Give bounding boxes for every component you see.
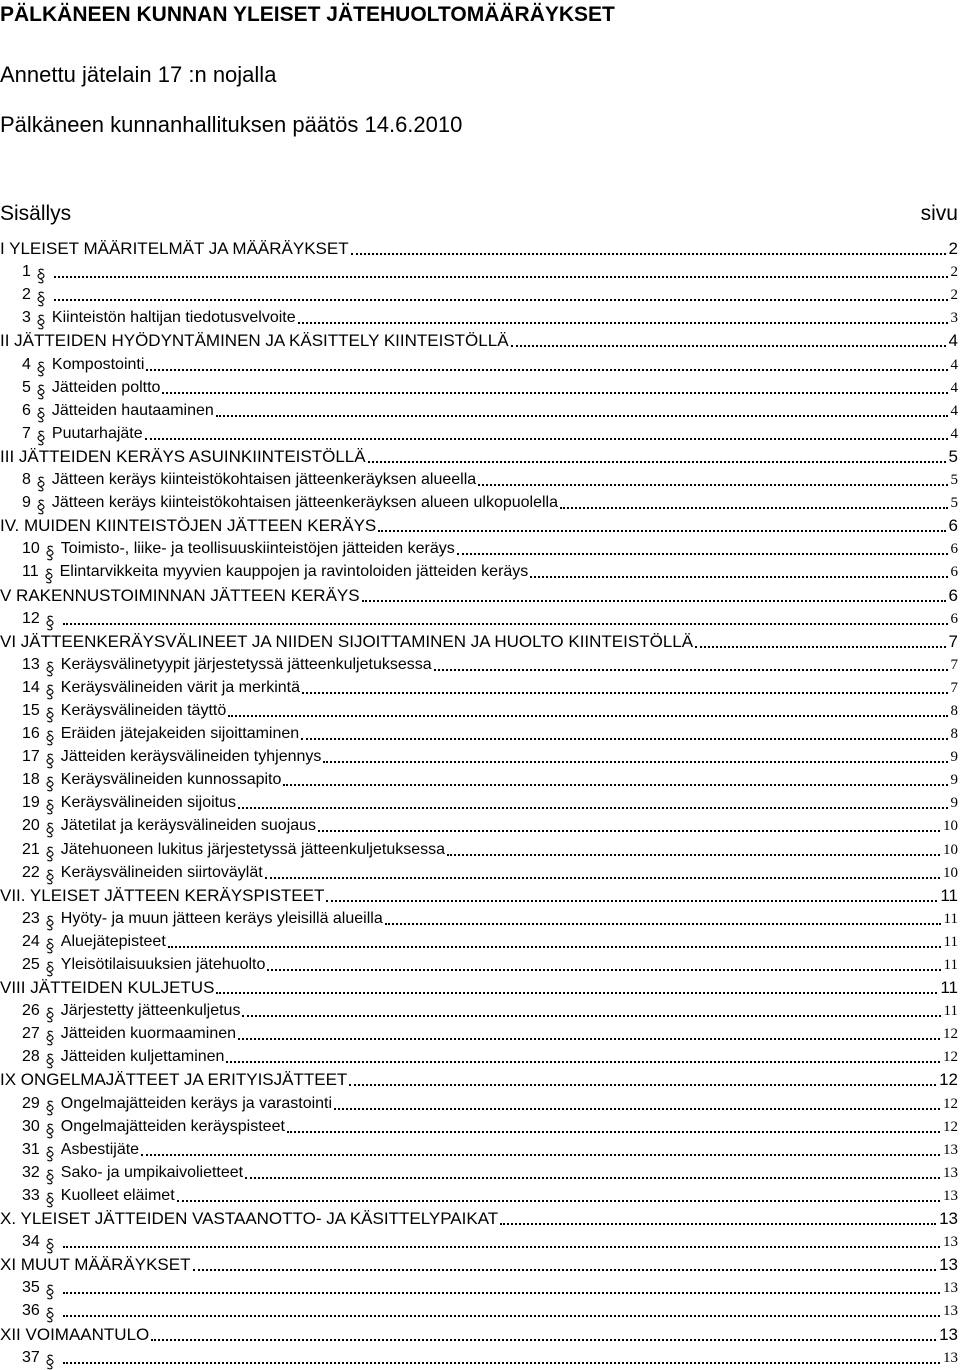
dot-leader: [302, 678, 947, 698]
section-sign-icon: [45, 799, 55, 815]
section-sign-icon: [36, 268, 46, 284]
toc-page-number: 11: [943, 1003, 958, 1020]
toc-entry-label: Jätteiden keräysvälineiden tyhjennys: [60, 748, 322, 766]
toc-entry-row[interactable]: [0, 490, 958, 513]
dot-leader: [63, 609, 948, 629]
dot-leader: [530, 562, 947, 582]
toc-entry-row[interactable]: [0, 536, 958, 559]
section-sign-icon: [36, 314, 46, 330]
dot-leader: [63, 1301, 940, 1321]
toc-entry-row[interactable]: [0, 1160, 958, 1183]
toc-page-number: 7: [948, 631, 958, 651]
toc-entry-number: 20: [22, 817, 40, 835]
dot-leader: [63, 1278, 940, 1298]
toc-page-number: 6: [948, 585, 958, 605]
dot-leader: [301, 724, 947, 744]
section-sign-icon: [45, 661, 55, 677]
toc-entry-label: Jätteiden hautaaminen: [51, 401, 214, 419]
section-sign-icon: [45, 684, 55, 700]
toc-entry-label: Sako- ja umpikaivolietteet: [60, 1163, 244, 1181]
toc-page-number: 5: [948, 446, 958, 466]
toc-entry-number: 31: [22, 1140, 40, 1158]
toc-page-number: 4: [950, 379, 958, 396]
toc-entry-number: 27: [22, 1025, 40, 1043]
toc-entry-number: 37: [22, 1348, 40, 1366]
dot-leader: [265, 863, 940, 883]
toc-entry-label: VIII JÄTTEIDEN KULJETUS: [0, 978, 215, 998]
toc-entry-number: 26: [22, 1002, 40, 1020]
dot-leader: [162, 378, 947, 398]
toc-entry-number: 32: [22, 1163, 40, 1181]
section-sign-icon: [45, 730, 55, 746]
dot-leader: [560, 493, 948, 513]
toc-section-row[interactable]: [0, 1321, 958, 1344]
toc-page-number: 11: [943, 957, 958, 973]
toc-entry-row[interactable]: [0, 860, 958, 883]
toc-entry-row[interactable]: [0, 282, 958, 305]
section-sign-icon: [36, 384, 46, 400]
section-sign-icon: [45, 1053, 55, 1069]
section-sign-icon: [45, 869, 55, 885]
toc-section-row[interactable]: [0, 444, 958, 467]
toc-page-number: 12: [943, 1026, 958, 1043]
toc-entry-number: 21: [22, 840, 40, 858]
toc-page-number: 8: [950, 702, 958, 719]
toc-page-number: 11: [943, 910, 958, 927]
section-sign-icon: [45, 707, 55, 723]
section-sign-icon: [45, 1100, 55, 1116]
toc-entry-row[interactable]: [0, 790, 958, 813]
dot-leader: [141, 1140, 940, 1160]
section-sign-icon: [36, 430, 46, 446]
toc-page-number: 2: [948, 239, 958, 259]
dot-leader: [54, 262, 948, 282]
dot-leader: [63, 1232, 940, 1252]
dot-leader: [695, 632, 945, 652]
dot-leader: [385, 909, 941, 929]
dot-leader: [298, 308, 948, 328]
dot-leader: [267, 955, 940, 975]
toc-entry-row[interactable]: [0, 675, 958, 698]
toc-entry-number: 18: [22, 771, 40, 789]
toc-page-number: 13: [939, 1324, 958, 1344]
dot-leader: [151, 1325, 936, 1345]
dot-leader: [434, 655, 948, 675]
dot-leader: [193, 1255, 937, 1275]
toc-entry-number: 30: [22, 1117, 40, 1135]
dot-leader: [54, 285, 948, 305]
toc-entry-label: IX ONGELMAJÄTTEET JA ERITYISJÄTTEET: [0, 1070, 348, 1090]
toc-entry-row[interactable]: [0, 351, 958, 374]
toc-entry-label: IV. MUIDEN KIINTEISTÖJEN JÄTTEEN KERÄYS: [0, 516, 377, 536]
dot-leader: [283, 770, 947, 790]
toc-entry-number: 36: [22, 1302, 40, 1320]
section-sign-icon: [45, 1007, 55, 1023]
toc-page-number: 13: [943, 1164, 958, 1181]
toc-entry-number: 22: [22, 863, 40, 881]
dot-leader: [287, 1117, 940, 1137]
toc-entry-row[interactable]: [0, 1345, 958, 1368]
toc-page-number: 3: [950, 310, 958, 327]
toc-page-number: 13: [939, 1255, 958, 1275]
toc-entry-number: 10: [22, 540, 40, 558]
toc-entry-label: Jätteen keräys kiinteistökohtaisen jätteenkeräyksen alueella: [51, 471, 477, 489]
toc-page-number: 12: [943, 1118, 958, 1135]
toc-entry-label: Keräysvälineiden sijoitus: [60, 794, 236, 812]
toc-entry-label: Jätteiden kuljettaminen: [60, 1048, 225, 1066]
toc-entry-row[interactable]: [0, 305, 958, 328]
toc-entry-label: V RAKENNUSTOIMINNAN JÄTTEEN KERÄYS: [0, 585, 360, 605]
toc-entry-row[interactable]: [0, 1044, 958, 1067]
toc-entry-label: Yleisötilaisuuksien jätehuolto: [60, 956, 266, 973]
section-sign-icon: [45, 1307, 55, 1323]
dot-leader: [216, 401, 948, 421]
dot-leader: [478, 470, 947, 490]
toc-page-number: 7: [950, 679, 958, 696]
toc-entry-label: I YLEISET MÄÄRITELMÄT JA MÄÄRÄYKSET: [0, 239, 349, 259]
toc-entry-label: Keräysvälinetyypit järjestetyssä jätteenkuljetuksessa: [60, 655, 432, 673]
toc-entry-label: Eräiden jätejakeiden sijoittaminen: [60, 725, 300, 743]
section-sign-icon: [45, 753, 55, 769]
toc-entry-label: Kuolleet eläimet: [60, 1186, 175, 1204]
toc-section-row[interactable]: [0, 1206, 958, 1229]
toc-entry-number: 4: [22, 355, 31, 373]
toc-page-number: 4: [950, 356, 958, 373]
toc-page-number: 12: [939, 1070, 958, 1090]
toc-entry-number: 34: [22, 1233, 40, 1251]
dot-leader: [226, 1047, 940, 1067]
toc-entry-row[interactable]: [0, 652, 958, 675]
toc-section-row[interactable]: [0, 582, 958, 605]
toc-entry-label: XII VOIMAANTULO: [0, 1324, 150, 1344]
toc-entry-label: Järjestetty jätteenkuljetus: [60, 1002, 241, 1020]
section-sign-icon: [45, 1238, 55, 1254]
toc-header: [0, 199, 958, 229]
toc-page-number: 10: [943, 864, 958, 881]
toc-entry-row[interactable]: [0, 744, 958, 767]
toc-page-number: 8: [950, 726, 958, 743]
dot-leader: [457, 539, 948, 559]
dot-leader: [238, 793, 948, 813]
toc-page-number: 13: [943, 1280, 958, 1297]
toc-entry-row[interactable]: [0, 1137, 958, 1160]
section-sign-icon: [45, 545, 55, 561]
toc-entry-row[interactable]: [0, 1090, 958, 1113]
dot-leader: [500, 1209, 936, 1229]
toc-entry-label: Keräysvälineiden kunnossapito: [60, 771, 282, 789]
toc-page-number: 10: [943, 818, 958, 835]
toc-section-row[interactable]: [0, 883, 958, 906]
toc-page-number: 13: [939, 1209, 958, 1229]
toc-entry-label: Jätteiden kuormaaminen: [60, 1025, 237, 1043]
toc-page-number: 5: [950, 495, 958, 512]
dot-leader: [349, 1070, 936, 1090]
toc-entry-row[interactable]: [0, 1298, 958, 1321]
toc-entry-number: 8: [22, 471, 31, 489]
toc-entry-label: Keräysvälineiden siirtoväylät: [60, 863, 263, 881]
toc-entry-number: 17: [22, 748, 40, 766]
toc-entry-label: Kiinteistön haltijan tiedotusvelvoite: [51, 309, 296, 327]
toc-entry-label: II JÄTTEIDEN HYÖDYNTÄMINEN JA KÄSITTELY KIINTEISTÖLLÄ: [0, 331, 509, 351]
toc-page-number: 13: [943, 1187, 958, 1204]
toc-entry-row[interactable]: [0, 767, 958, 790]
toc-entry-row[interactable]: [0, 375, 958, 398]
toc-section-row[interactable]: [0, 975, 958, 998]
section-sign-icon: [36, 291, 46, 307]
toc-entry-label: Ongelmajätteiden keräys ja varastointi: [60, 1094, 333, 1112]
legal-basis: Annettu jätelain 17 :n nojalla: [0, 62, 277, 87]
dot-leader: [362, 586, 946, 606]
toc-page-number: 4: [950, 425, 958, 442]
toc-section-row[interactable]: [0, 1067, 958, 1090]
toc-entry-row[interactable]: [0, 1229, 958, 1252]
toc-page-number: 4: [950, 402, 958, 419]
toc-page-number: 2: [950, 287, 958, 304]
toc-entry-label: Puutarhajäte: [51, 424, 143, 442]
toc-entry-number: 3: [22, 309, 31, 327]
toc-page-number: 2: [950, 264, 958, 281]
toc-entry-row[interactable]: [0, 813, 958, 836]
section-sign-icon: [45, 1354, 55, 1370]
toc-entry-number: 6: [22, 401, 31, 419]
section-sign-icon: [45, 1123, 55, 1139]
toc-page-number: 12: [943, 1049, 958, 1066]
toc-page-number: 13: [943, 1234, 958, 1251]
section-sign-icon: [45, 776, 55, 792]
toc-entry-label: Jätteen keräys kiinteistökohtaisen jätteenkeräyksen alueen ulkopuolella: [51, 494, 558, 512]
toc-page-number: 7: [950, 656, 958, 673]
dot-leader: [177, 1186, 940, 1206]
toc-entry-number: 24: [22, 932, 40, 950]
toc-entry-label: VI JÄTTEENKERÄYSVÄLINEET JA NIIDEN SIJOITTAMINEN JA HUOLTO KIINTEISTÖLLÄ: [0, 631, 694, 651]
toc-entry-number: 12: [22, 609, 40, 627]
toc-entry-label: Ongelmajätteiden keräyspisteet: [60, 1117, 285, 1135]
document-title: PÄLKÄNEEN KUNNAN YLEISET JÄTEHUOLTOMÄÄRÄYKSET: [0, 3, 615, 26]
toc-entry-row[interactable]: [0, 929, 958, 952]
toc-entry-row[interactable]: [0, 721, 958, 744]
dot-leader: [228, 701, 947, 721]
toc-entry-row[interactable]: [0, 698, 958, 721]
dot-leader: [216, 978, 937, 998]
dot-leader: [242, 1001, 940, 1021]
toc-entry-number: 5: [22, 378, 31, 396]
section-sign-icon: [45, 1146, 55, 1162]
dot-leader: [334, 1094, 940, 1114]
dot-leader: [368, 447, 946, 467]
toc-entry-label: VII. YLEISET JÄTTEEN KERÄYSPISTEET: [0, 885, 325, 905]
toc-entry-number: 19: [22, 794, 40, 812]
section-sign-icon: [45, 822, 55, 838]
dot-leader: [146, 355, 947, 375]
toc-entry-number: 14: [22, 678, 40, 696]
section-sign-icon: [45, 1284, 55, 1300]
toc-entry-number: 33: [22, 1186, 40, 1204]
toc-entry-number: 25: [22, 956, 40, 973]
page-column-heading: sivu: [920, 202, 958, 225]
section-sign-icon: [45, 1192, 55, 1208]
toc-entry-number: 13: [22, 655, 40, 673]
toc-page-number: 9: [950, 772, 958, 789]
dot-leader: [326, 886, 937, 906]
toc-page-number: 9: [950, 795, 958, 812]
dot-leader: [245, 1163, 940, 1183]
toc-page-number: 13: [943, 1349, 958, 1366]
toc-entry-label: III JÄTTEIDEN KERÄYS ASUINKIINTEISTÖLLÄ: [0, 446, 366, 466]
toc-entry-label: X. YLEISET JÄTTEIDEN VASTAANOTTO- JA KÄSITTELYPAIKAT: [0, 1209, 499, 1229]
toc-heading: Sisällys: [0, 202, 72, 225]
dot-leader: [238, 1024, 940, 1044]
toc-entry-number: 15: [22, 701, 40, 719]
toc-page-number: 13: [943, 1303, 958, 1320]
section-sign-icon: [36, 476, 46, 492]
toc-entry-number: 29: [22, 1094, 40, 1112]
toc-entry-row[interactable]: [0, 836, 958, 859]
toc-page-number: 9: [950, 749, 958, 766]
toc-entry-row[interactable]: [0, 1183, 958, 1206]
section-sign-icon: [44, 568, 54, 584]
toc-page-number: 11: [943, 933, 958, 950]
toc-entry-label: Asbestijäte: [60, 1140, 140, 1158]
dot-leader: [378, 516, 945, 536]
section-sign-icon: [45, 961, 55, 977]
toc-section-row[interactable]: [0, 328, 958, 351]
toc-entry-label: Jätteiden poltto: [51, 378, 161, 396]
toc-entry-row[interactable]: [0, 467, 958, 490]
toc-page-number: 13: [943, 1141, 958, 1158]
toc-entry-row[interactable]: [0, 559, 958, 582]
toc-entry-number: 9: [22, 494, 31, 512]
toc-entry-label: Aluejätepisteet: [60, 932, 166, 950]
toc-entry-row[interactable]: [0, 606, 958, 629]
toc-entry-row[interactable]: [0, 1275, 958, 1298]
toc-page-number: 6: [948, 516, 958, 536]
toc-entry-label: Keräysvälineiden täyttö: [60, 701, 227, 719]
toc-entry-row[interactable]: [0, 398, 958, 421]
toc-entry-number: 7: [22, 424, 31, 442]
decision-line: Pälkäneen kunnanhallituksen päätös 14.6.2010: [0, 112, 463, 137]
toc-entry-label: Elintarvikkeita myyvien kauppojen ja ravintoloiden jätteiden keräys: [59, 563, 529, 581]
toc-entry-row[interactable]: [0, 421, 958, 444]
toc-entry-label: Kompostointi: [51, 355, 145, 373]
toc-entry-number: 11: [22, 563, 39, 581]
toc-page-number: 5: [950, 472, 958, 489]
toc-page-number: 11: [940, 978, 958, 998]
section-sign-icon: [45, 915, 55, 931]
toc-entry-number: 1: [22, 263, 31, 281]
toc-section-row[interactable]: [0, 236, 958, 259]
dot-leader: [447, 840, 940, 860]
toc-entry-label: Jätehuoneen lukitus järjestetyssä jätteenkuljetuksessa: [60, 840, 446, 858]
toc-page-number: 10: [943, 841, 958, 858]
toc-page-number: 12: [943, 1095, 958, 1112]
dot-leader: [511, 331, 946, 351]
dot-leader: [168, 932, 941, 952]
toc-entry-number: 2: [22, 286, 31, 304]
toc-page-number: 11: [940, 885, 958, 905]
toc-entry-row[interactable]: [0, 906, 958, 929]
toc-entry-label: XI MUUT MÄÄRÄYKSET: [0, 1255, 191, 1275]
dot-leader: [323, 747, 947, 767]
dot-leader: [145, 424, 948, 444]
toc-entry-label: Toimisto-, liike- ja teollisuuskiinteistöjen jätteiden keräys: [60, 540, 455, 558]
section-sign-icon: [36, 499, 46, 515]
toc-section-row[interactable]: [0, 513, 958, 536]
table-of-contents: [0, 236, 958, 1368]
toc-entry-number: 35: [22, 1279, 40, 1297]
toc-entry-row[interactable]: [0, 259, 958, 282]
section-sign-icon: [36, 361, 46, 377]
toc-entry-row[interactable]: [0, 1021, 958, 1044]
toc-entry-number: 28: [22, 1048, 40, 1066]
toc-entry-label: Hyöty- ja muun jätteen keräys yleisillä alueilla: [60, 909, 383, 927]
toc-section-row[interactable]: [0, 629, 958, 652]
section-sign-icon: [45, 938, 55, 954]
toc-page-number: 6: [950, 564, 958, 581]
toc-entry-label: Keräysvälineiden värit ja merkintä: [60, 678, 301, 696]
toc-entry-row[interactable]: [0, 998, 958, 1021]
section-sign-icon: [45, 846, 55, 862]
toc-section-row[interactable]: [0, 1252, 958, 1275]
toc-page-number: 6: [950, 541, 958, 558]
dot-leader: [318, 816, 940, 836]
section-sign-icon: [45, 1169, 55, 1185]
toc-entry-row[interactable]: [0, 1114, 958, 1137]
section-sign-icon: [45, 1030, 55, 1046]
toc-entry-row[interactable]: [0, 952, 958, 975]
toc-page-number: 6: [950, 610, 958, 627]
toc-page-number: 4: [948, 331, 958, 351]
dot-leader: [351, 239, 946, 259]
toc-entry-label: Jätetilat ja keräysvälineiden suojaus: [60, 817, 317, 835]
toc-entry-number: 23: [22, 909, 40, 927]
section-sign-icon: [36, 407, 46, 423]
section-sign-icon: [45, 615, 55, 631]
toc-entry-number: 16: [22, 725, 40, 743]
